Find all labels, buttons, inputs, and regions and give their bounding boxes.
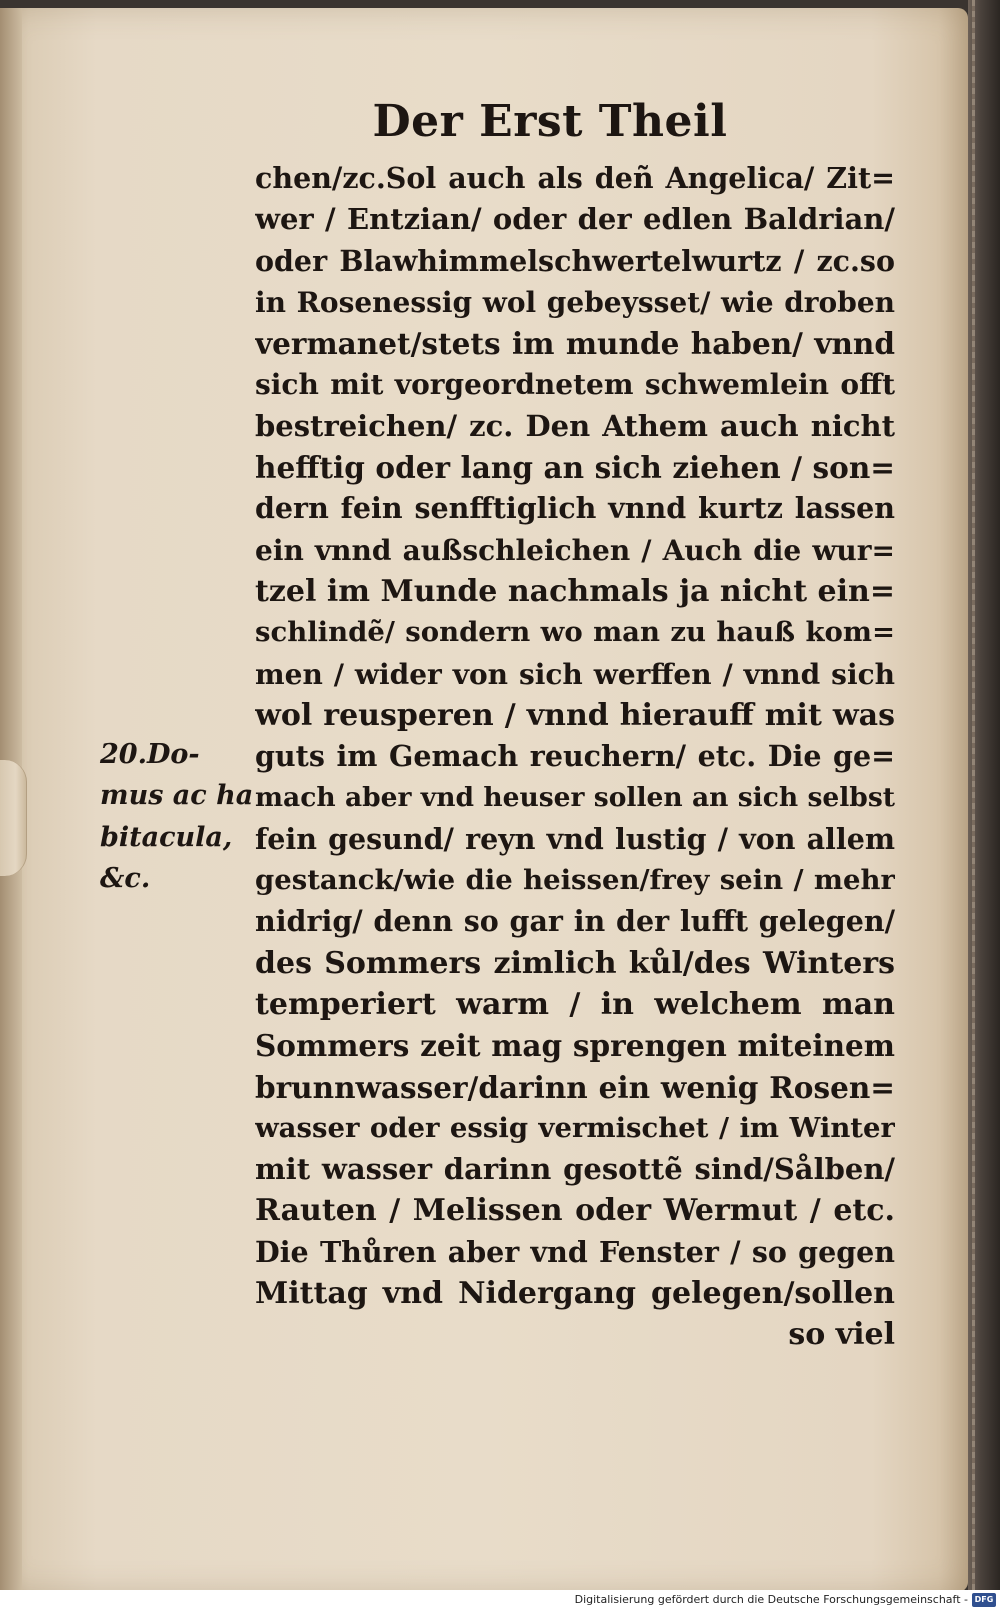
dfg-logo: DFG — [972, 1593, 996, 1607]
body-line: gestanck/wie die heissen/frey sein / mehr — [255, 864, 895, 897]
body-line: temperiert warm / in welchem man — [255, 986, 895, 1022]
body-line: nidrig/ denn so gar in der lufft gelegen/ — [255, 904, 895, 939]
body-line: ein vnnd außschleichen / Auch die wur= — [255, 533, 895, 567]
marginal-note-line: mus ac ha — [100, 780, 254, 812]
body-line: des Sommers zimlich kůl/des Winters — [255, 945, 895, 981]
body-text — [255, 158, 895, 1356]
marginal-note-line: bitacula, — [100, 821, 233, 853]
marginal-note — [100, 734, 260, 899]
body-line: vermanet/stets im munde haben/ vnnd — [255, 326, 895, 362]
body-line: schlindẽ/ sondern wo man zu hauß kom= — [255, 616, 895, 649]
marginal-note-line: &c. — [100, 862, 151, 894]
marginal-note-line: 20.Do- — [100, 739, 200, 770]
body-line: dern fein senfftiglich vnnd kurtz lassen — [255, 491, 895, 526]
body-line: wer / Entzian/ oder der edlen Baldrian/ — [255, 202, 895, 237]
body-line: so viel — [788, 1317, 895, 1353]
body-line: brunnwasser/darinn ein wenig Rosen= — [255, 1069, 895, 1105]
body-line: wasser oder essig vermischet / im Winter — [255, 1111, 895, 1144]
footer-bar — [0, 1590, 1000, 1612]
body-line: mit wasser darinn gesottẽ sind/Sålben/ — [255, 1152, 895, 1187]
body-line: Rauten / Melissen oder Wermut / etc. — [255, 1193, 895, 1229]
book-fore-edge — [968, 0, 1000, 1590]
body-line: mach aber vnd heuser sollen an sich selbst — [255, 782, 895, 814]
body-line: Die Thůren aber vnd Fenster / so gegen — [255, 1234, 895, 1269]
body-line: tzel im Munde nachmals ja nicht ein= — [255, 573, 895, 609]
body-line: guts im Gemach reuchern/ etc. Die ge= — [255, 739, 895, 774]
body-line: hefftig oder lang an sich ziehen / son= — [255, 450, 895, 486]
dfg-credit-text: Digitalisierung gefördert durch die Deutsche Forschungsgemeinschaft - — [574, 1593, 968, 1606]
body-line: men / wider von sich werffen / vnnd sich — [255, 657, 895, 691]
book-page — [0, 8, 968, 1590]
running-head: Der Erst Theil — [372, 96, 728, 147]
body-line: oder Blawhimmelschwertelwurtz / zc.so — [255, 243, 895, 278]
body-line: bestreichen/ zc. Den Athem auch nicht — [255, 408, 895, 443]
page-clasp-tab — [0, 760, 27, 876]
body-line: wol reusperen / vnnd hierauff mit was — [255, 697, 895, 733]
body-line: Mittag vnd Nidergang gelegen/sollen — [255, 1276, 895, 1312]
body-line: chen/zc.Sol auch als deñ Angelica/ Zit= — [255, 161, 895, 195]
body-line: in Rosenessig wol gebeysset/ wie droben — [255, 285, 895, 319]
body-line: Sommers zeit mag sprengen miteinem — [255, 1028, 895, 1064]
body-line: sich mit vorgeordnetem schwemlein offt — [255, 368, 895, 402]
body-line: fein gesund/ reyn vnd lustig / von allem — [255, 821, 895, 856]
